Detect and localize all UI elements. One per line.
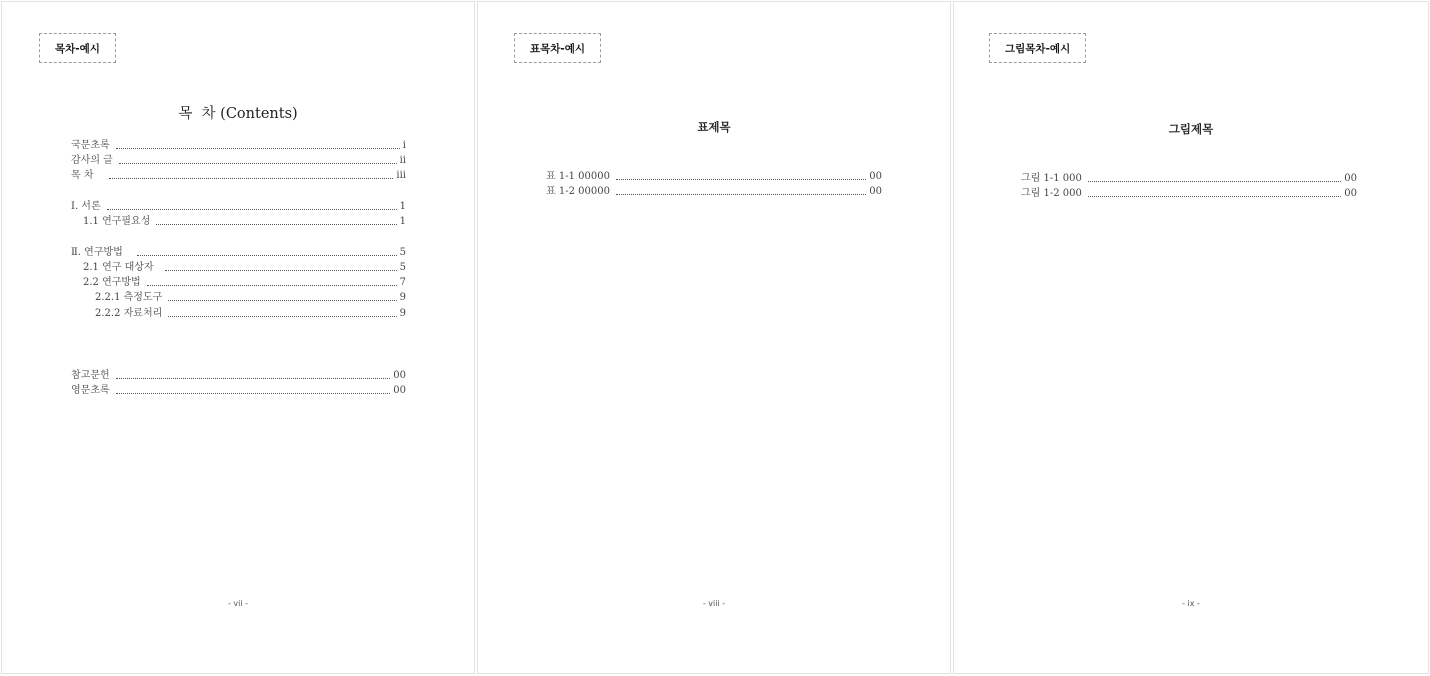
toc-entry (546, 185, 882, 199)
leader-dots (165, 270, 397, 271)
page-title: 목 차 (Contents) (178, 106, 298, 122)
toc-entry-page: 00 (869, 171, 882, 182)
page-title: 그림제목 (1168, 122, 1214, 136)
toc-entry (83, 276, 406, 290)
toc-entry-label: 참고문헌 (71, 370, 110, 381)
toc-entry-label: Ⅰ. 서론 (71, 201, 101, 212)
toc-entry (95, 307, 406, 321)
toc-entry (1021, 172, 1357, 186)
leader-dots (107, 209, 397, 210)
leader-dots (116, 378, 391, 379)
toc-entry (546, 170, 882, 184)
leader-dots (137, 255, 397, 256)
toc-entry-page: 00 (393, 385, 406, 396)
toc-entry-page: 1 (399, 216, 406, 227)
toc-entry-label: 1.1 연구필요성 (83, 216, 151, 227)
toc-entry-label: 그림 1-2 000 (1021, 188, 1082, 199)
toc-entry (71, 246, 406, 260)
toc-entry-label: Ⅱ. 연구방법 (71, 247, 123, 258)
toc-entry-label: 표 1-1 00000 (546, 171, 610, 182)
toc-entry-page: 5 (399, 247, 406, 258)
leader-dots (119, 163, 397, 164)
toc-entry-label: 2.2.2 자료처리 (95, 308, 163, 319)
toc-entry-page: 00 (869, 186, 882, 197)
toc-entry (71, 384, 406, 398)
toc-entry-label: 국문초록 (71, 140, 110, 151)
page-contents (1, 1, 475, 674)
toc-entry-label: 그림 1-1 000 (1021, 173, 1082, 184)
toc-entry (71, 139, 406, 153)
toc-entry-label: 2.2.1 측정도구 (95, 292, 163, 303)
leader-dots (1088, 181, 1341, 182)
leader-dots (147, 285, 397, 286)
toc-entry (83, 215, 406, 229)
toc-entry (71, 154, 406, 168)
toc-entry (95, 291, 406, 305)
page-table-list (477, 1, 951, 674)
toc-entry (83, 261, 406, 275)
toc-entry-label: 감사의 글 (71, 155, 113, 166)
toc-entry-page: i (402, 140, 406, 151)
leader-dots (116, 148, 400, 149)
toc-entry-label: 2.2 연구방법 (83, 277, 141, 288)
page-number: - ix - (1182, 599, 1200, 608)
section-tag: 표목차-예시 (514, 33, 601, 63)
toc-entry (71, 200, 406, 214)
leader-dots (1088, 196, 1341, 197)
page-title: 표제목 (697, 120, 731, 134)
toc-entry-page: 5 (399, 262, 406, 273)
leader-dots (116, 393, 391, 394)
toc-entry-page: 7 (399, 277, 406, 288)
toc-entry (71, 369, 406, 383)
toc-entry-label: 표 1-2 00000 (546, 186, 610, 197)
toc-entry-page: 00 (1344, 173, 1357, 184)
page-figure-list (953, 1, 1429, 674)
leader-dots (168, 316, 396, 317)
page-number: - viii - (702, 599, 726, 608)
leader-dots (616, 179, 866, 180)
toc-entry (71, 169, 406, 183)
section-tag: 목차-예시 (39, 33, 116, 63)
toc-entry-page: 9 (399, 308, 406, 319)
toc-entry-label: 목 차 (71, 170, 94, 181)
toc-entry-page: 9 (399, 292, 406, 303)
toc-entry-page: ii (399, 155, 406, 166)
toc-entry-page: 1 (399, 201, 406, 212)
toc-entry (1021, 187, 1357, 201)
leader-dots (616, 194, 866, 195)
leader-dots (109, 178, 393, 179)
toc-entry-label: 2.1 연구 대상자 (83, 262, 154, 273)
toc-entry-label: 영문초록 (71, 385, 110, 396)
toc-entry-page: 00 (1344, 188, 1357, 199)
leader-dots (168, 300, 396, 301)
toc-entry-page: iii (396, 170, 406, 181)
toc-entry-page: 00 (393, 370, 406, 381)
section-tag: 그림목차-예시 (989, 33, 1086, 63)
leader-dots (156, 224, 396, 225)
page-number: - vii - (227, 599, 249, 608)
